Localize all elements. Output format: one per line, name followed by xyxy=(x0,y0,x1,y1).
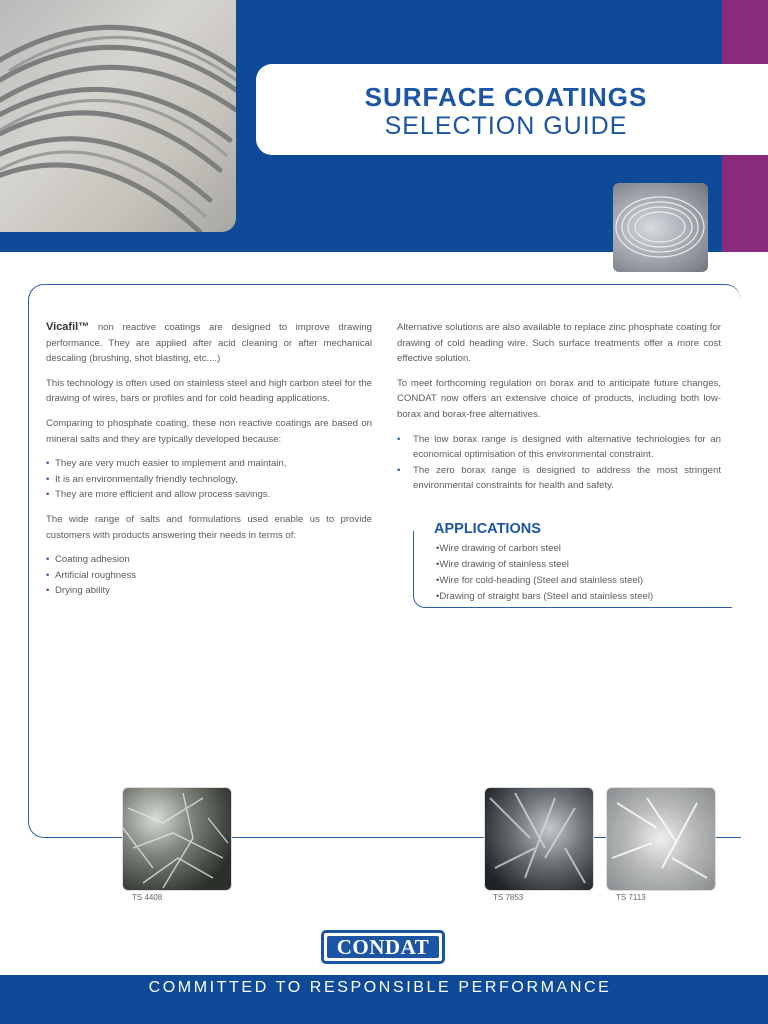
alternatives-paragraph: Alternative solutions are also available to replace zinc phosphate coating for drawing of cold heading wire. Such surface treatments offer a more cost effective solution. xyxy=(397,322,721,365)
needs-list xyxy=(46,552,372,599)
list-item: • They are more efficient and allow process savings. xyxy=(46,487,372,503)
list-item: • Drawing of straight bars (Steel and stainless steel) xyxy=(436,589,653,605)
left-column xyxy=(46,320,372,608)
brand-name: Vicafil™ xyxy=(46,321,90,333)
wire-coil-photo xyxy=(613,183,708,272)
sample-caption: TS 7853 xyxy=(493,893,524,902)
page-title: SURFACE COATINGS xyxy=(364,82,648,112)
borax-paragraph: To meet forthcoming regulation on borax and to anticipate future changes, CONDAT now offers an extensive choice of products, including both low-borax and borax-free alternatives. xyxy=(397,377,721,420)
comparison-paragraph: Comparing to phosphate coating, these non reactive coatings are based on mineral salts and they are typically developed because: xyxy=(46,417,372,445)
list-item: • Coating adhesion xyxy=(46,552,372,568)
list-item: • Drying ability xyxy=(46,583,372,599)
range-paragraph: The wide range of salts and formulations used enable us to provide customers with products answering their needs in terms of: xyxy=(46,513,372,541)
list-item: • Wire drawing of carbon steel xyxy=(436,541,653,557)
list-item: • They are very much easier to implement and maintain, xyxy=(46,456,372,472)
list-item: • It is an environmentally friendly technology, xyxy=(46,472,372,488)
condat-logo xyxy=(321,930,445,964)
applications-list xyxy=(436,541,653,605)
list-item: • Wire drawing of stainless steel xyxy=(436,557,653,573)
title-box xyxy=(256,64,768,155)
intro-paragraph: Vicafil™ non reactive coatings are designed to improve drawing performance. They are applied after acid cleaning or after mechanical descaling (brushing, shot blasting, etc....) xyxy=(46,321,372,365)
sample-image-ts4408 xyxy=(122,787,232,891)
sample-image-ts7113 xyxy=(606,787,716,891)
list-item: • Artificial roughness xyxy=(46,568,372,584)
applications-title: APPLICATIONS xyxy=(430,521,545,537)
sample-caption: TS 7113 xyxy=(616,893,646,902)
page-subtitle: SELECTION GUIDE xyxy=(384,112,628,140)
right-column xyxy=(397,320,721,503)
wire-rods-photo xyxy=(0,0,236,232)
footer-tagline: COMMITTED TO RESPONSIBLE PERFORMANCE xyxy=(148,979,612,996)
sample-image-ts7853 xyxy=(484,787,594,891)
logo-text: CONDAT xyxy=(327,936,439,958)
footer-bar xyxy=(0,975,768,1024)
borax-list xyxy=(397,432,721,494)
sample-caption: TS 4408 xyxy=(132,893,163,902)
list-item: • The zero borax range is designed to address the most stringent environmental constraints for health and safety. xyxy=(397,463,721,494)
technology-paragraph: This technology is often used on stainless steel and high carbon steel for the drawing of wires, bars or profiles and for cold heading applications. xyxy=(46,377,372,405)
reasons-list xyxy=(46,456,372,503)
list-item: • Wire for cold-heading (Steel and stainless steel) xyxy=(436,573,653,589)
list-item: • The low borax range is designed with alternative technologies for an economical optimisation of this environmental constraint. xyxy=(397,432,721,463)
